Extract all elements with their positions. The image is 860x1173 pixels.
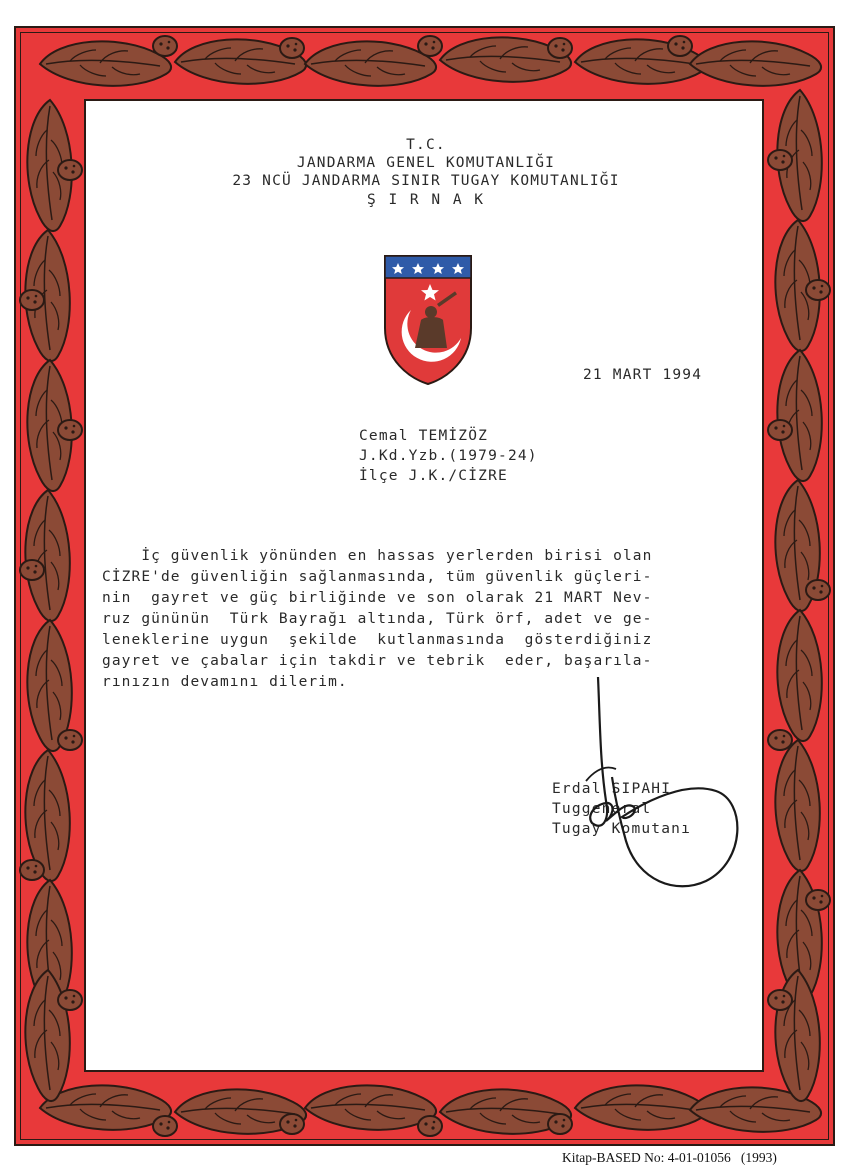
body-line: ruz gününün Türk Bayrağı altında, Türk örf, adet ve ge- [102,611,653,627]
signatory-name: Erdal SIPAHI [552,781,672,797]
body-line: nin gayret ve güç birliğinde ve son olarak 21 MART Nev- [102,590,653,606]
letter-paper [84,99,764,1072]
recipient-name: Cemal TEMİZÖZ [359,428,489,444]
body-line: gayret ve çabalar için takdir ve tebrik eder, başarıla- [102,653,653,669]
body-line: leneklerine uygun şekilde kutlanmasında gösterdiğiniz [102,632,653,648]
archive-reference: Kitap-BASED No: 4-01-01056 (1993) [562,1150,777,1165]
signatory-position: Tugay Komutanı [552,821,692,837]
recipient-rank: J.Kd.Yzb.(1979-24) [359,448,538,464]
handwritten-signature [86,101,766,1074]
signatory-title: Tuggeneral [552,801,652,817]
body-line: CİZRE'de güvenliğin sağlanmasında, tüm güvenlik güçleri- [102,569,653,585]
body-line: rınızın devamını dilerim. [102,674,348,690]
header-city: Ş I R N A K [366,192,486,208]
header-brigade: 23 NCÜ JANDARMA SINIR TUGAY KOMUTANLIĞI [232,173,620,189]
header-tc: T.C. [406,137,446,153]
body-line: İç güvenlik yönünden en hassas yerlerden birisi olan [102,548,653,564]
header-command: JANDARMA GENEL KOMUTANLIĞI [296,155,556,171]
letter-date: 21 MART 1994 [583,367,703,383]
recipient-unit: İlçe J.K./CİZRE [359,468,508,484]
